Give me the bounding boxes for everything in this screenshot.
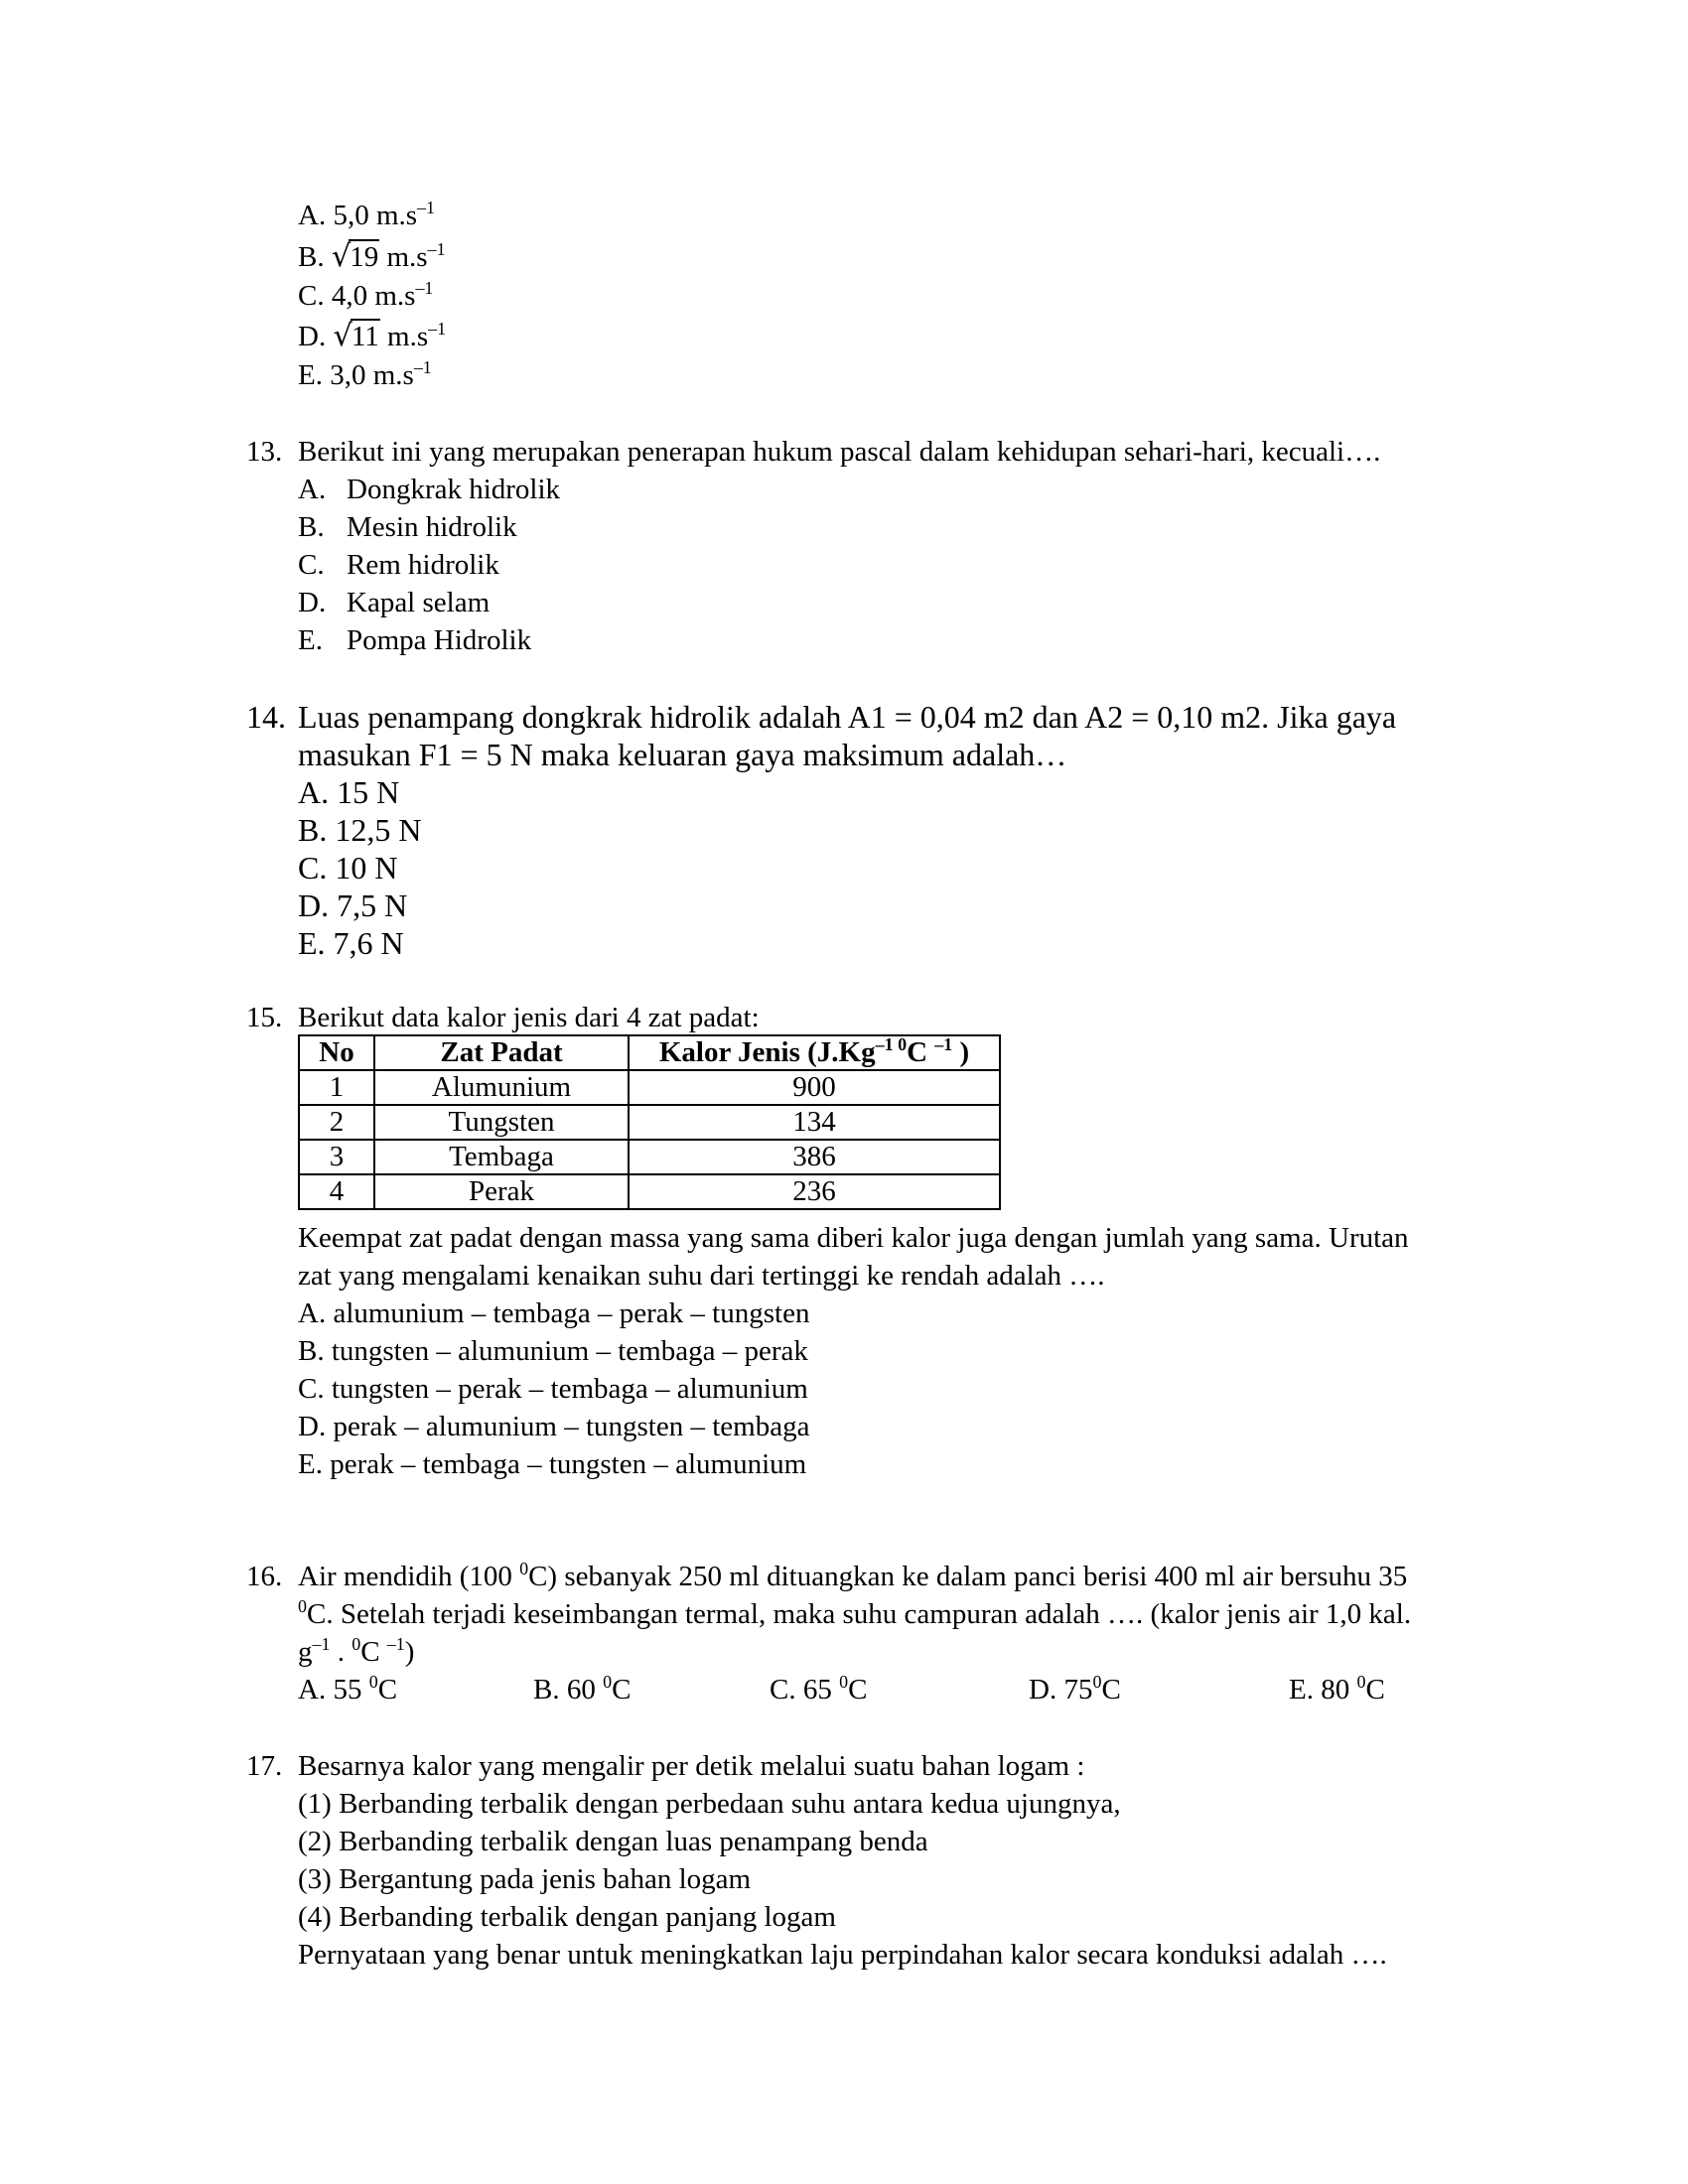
q16-option-c: C. 65 $^0$C [770,1671,868,1706]
cell-kalor: 386 [629,1140,1000,1174]
q13-number: 13. [246,436,283,468]
table-row [299,1105,1000,1140]
q17-closing: Pernyataan yang benar untuk meningkatkan laju perpindahan kalor secara konduksi adalah …. [298,1939,1387,1971]
q15-option-c: C. tungsten – perak – tembaga – alumunium [298,1373,808,1405]
q16-option-b: B. 60 $^0$C [533,1671,632,1706]
table-row [299,1070,1000,1105]
q14-option-a: A. 15 N [298,774,400,810]
q13-option-e: E. Pompa Hidrolik [298,624,532,656]
q16-text-line3: $g^{-1}$ . $^0$C $^{-1}$) [298,1633,415,1668]
table-header-zat: Zat Padat [374,1035,629,1070]
q15-intro: Berikut data kalor jenis dari 4 zat padat: [298,1002,760,1033]
q14-text-line1: Luas penampang dongkrak hidrolik adalah A1 = 0,04 m2 dan A2 = 0,10 m2. Jika gaya [298,699,1397,735]
q12-option-d: D. √11 $m.s^{-1}$ [298,318,447,353]
q14-option-d: D. 7,5 N [298,887,408,923]
q15-number: 15. [246,1002,283,1033]
cell-no: 4 [299,1174,374,1209]
cell-zat: Tembaga [374,1140,629,1174]
q17-item-1: (1) Berbanding terbalik dengan perbedaan suhu antara kedua ujungnya, [298,1788,1121,1820]
q15-option-d: D. perak – alumunium – tungsten – tembaga [298,1411,810,1442]
q16-text-line2: $^0$C. Setelah terjadi keseimbangan termal, maka suhu campuran adalah …. (kalor jenis air 1,0 kal. [298,1595,1412,1630]
q13-option-a: A. Dongkrak hidrolik [298,474,561,505]
q14-option-c: C. 10 N [298,850,398,886]
cell-zat: Tungsten [374,1105,629,1140]
q15-option-e: E. perak – tembaga – tungsten – alumunium [298,1448,807,1480]
q12-option-b: B. √19 $m.s^{-1}$ [298,238,446,274]
table-row [299,1174,1000,1209]
q17-item-3: (3) Bergantung pada jenis bahan logam [298,1863,752,1895]
cell-no: 3 [299,1140,374,1174]
table-header-kalor: Kalor Jenis ($J.Kg^{-1 0}C$ $^{-1}$ ) [629,1035,1000,1070]
q13-option-d: D. Kapal selam [298,587,491,618]
cell-kalor: 900 [629,1070,1000,1105]
table-row [299,1140,1000,1174]
q12-option-a: A. 5,0 $m.s^{-1}$ [298,197,436,231]
q17-number: 17. [246,1750,283,1782]
q15-option-a: A. alumunium – tembaga – perak – tungsten [298,1297,810,1329]
q15-text-line1: Keempat zat padat dengan massa yang sama diberi kalor juga dengan jumlah yang sama. Urutan [298,1222,1409,1254]
q12-option-c: C. 4,0 $m.s^{-1}$ [298,277,434,312]
q17-text: Besarnya kalor yang mengalir per detik melalui suatu bahan logam : [298,1750,1085,1782]
q14-option-b: B. 12,5 N [298,812,422,848]
q12-option-e: E. 3,0 $m.s^{-1}$ [298,356,432,391]
specific-heat-table [298,1034,1001,1210]
q14-option-e: E. 7,6 N [298,925,404,961]
q14-number: 14. [246,699,286,735]
q15-option-b: B. tungsten – alumunium – tembaga – perak [298,1335,808,1367]
q16-number: 16. [246,1561,283,1592]
q17-item-2: (2) Berbanding terbalik dengan luas penampang benda [298,1826,928,1857]
q14-text-line2: masukan F1 = 5 N maka keluaran gaya maksimum adalah… [298,737,1067,772]
cell-zat: Alumunium [374,1070,629,1105]
q17-item-4: (4) Berbanding terbalik dengan panjang logam [298,1901,836,1933]
cell-no: 1 [299,1070,374,1105]
q13-option-b: B. Mesin hidrolik [298,511,517,543]
q16-option-d: D. $75^0C$ [1029,1671,1121,1706]
sqrt-symbol: √19 [331,239,379,274]
cell-zat: Perak [374,1174,629,1209]
cell-kalor: 236 [629,1174,1000,1209]
cell-kalor: 134 [629,1105,1000,1140]
q13-text: Berikut ini yang merupakan penerapan hukum pascal dalam kehidupan sehari-hari, kecuali…. [298,436,1381,468]
table-header-row [299,1035,1000,1070]
q16-text-line1: Air mendidih (100 $^0$C) sebanyak 250 ml dituangkan ke dalam panci berisi 400 ml air bersuhu 35 [298,1558,1408,1592]
q16-option-e: E. 80 $^0$C [1289,1671,1385,1706]
sqrt-symbol: √11 [333,319,379,353]
cell-no: 2 [299,1105,374,1140]
table-header-no: No [299,1035,374,1070]
q13-option-c: C. Rem hidrolik [298,549,499,581]
q16-option-a: A. 55 $^0$C [298,1671,398,1706]
q15-text-line2: zat yang mengalami kenaikan suhu dari tertinggi ke rendah adalah …. [298,1260,1105,1292]
